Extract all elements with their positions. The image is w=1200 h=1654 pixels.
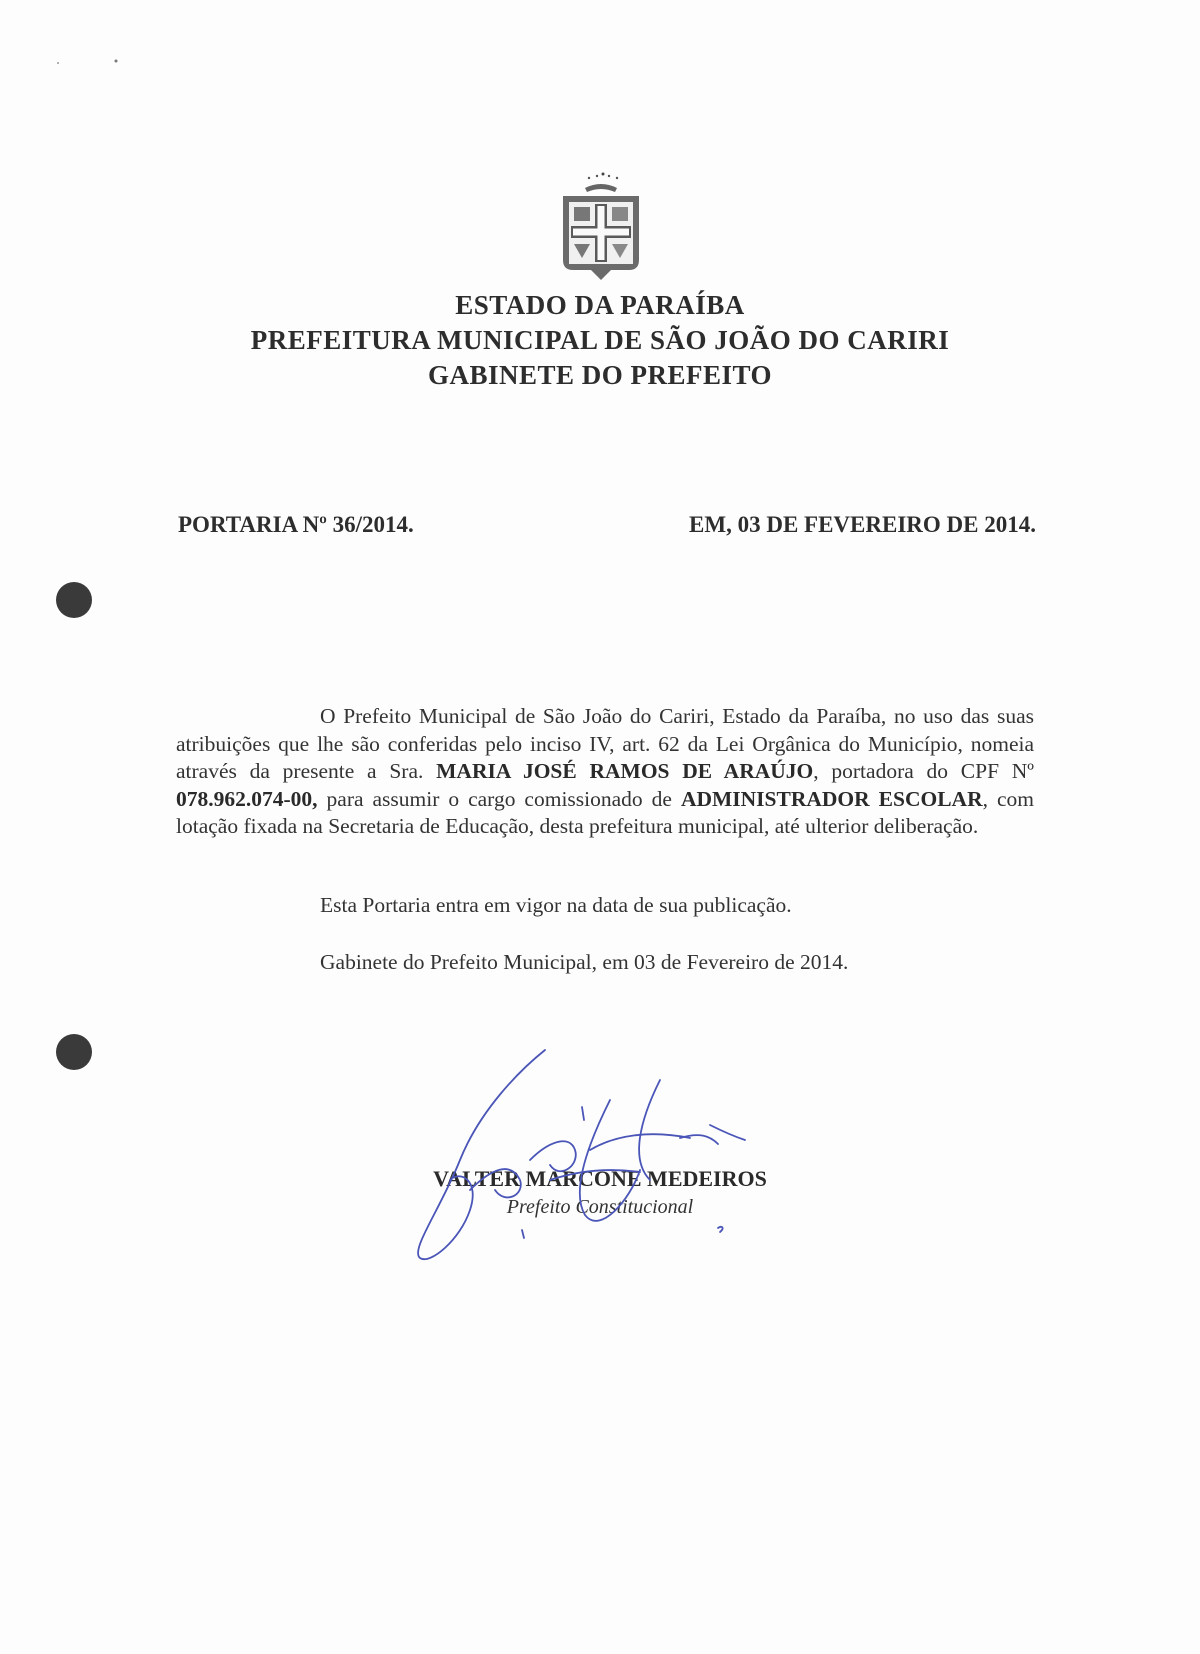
cpf-number: 078.962.074-00, (176, 786, 318, 811)
header-gabinete: GABINETE DO PREFEITO (427, 360, 773, 390)
position-title: ADMINISTRADOR ESCOLAR (680, 786, 983, 811)
body-part-4: , com lotação fixada na Secretaria de Educação, desta prefeitura municipal, até ulterior deliberação. (176, 786, 1034, 838)
portaria-date: EM, 03 DE FEVEREIRO DE 2014. (689, 512, 1036, 537)
portaria-number: PORTARIA Nº 36/2014. (178, 512, 414, 537)
main-paragraph (176, 703, 1034, 841)
header-state: ESTADO DA PARAÍBA (455, 290, 745, 320)
signatory-title: Prefeito Constitucional (506, 1196, 694, 1218)
punch-hole-top (56, 582, 92, 618)
body-part-1: O Prefeito Municipal de São João do Cariri, Estado da Paraíba, no uso das suas atribuições que lhe são conferidas pelo inciso IV, art. 62 da Lei Orgânica do Município, nomeia através da presente a Sra. (176, 704, 1034, 783)
letterhead (0, 288, 1200, 393)
scan-specks (50, 55, 140, 75)
vigor-paragraph: Esta Portaria entra em vigor na data de sua publicação. (320, 893, 792, 917)
handwritten-signature (400, 1040, 800, 1270)
body-part-2: , portadora do CPF Nº (813, 759, 1034, 783)
appointee-name: MARIA JOSÉ RAMOS DE ARAÚJO (436, 759, 814, 783)
signatory-name: VALTER MARCONE MEDEIROS (433, 1166, 767, 1191)
punch-hole-bottom (56, 1034, 92, 1070)
closing-paragraph: Gabinete do Prefeito Municipal, em 03 de Fevereiro de 2014. (320, 950, 849, 974)
header-prefeitura: PREFEITURA MUNICIPAL DE SÃO JOÃO DO CARIRI (250, 325, 950, 355)
coat-of-arms-icon (555, 170, 647, 282)
body-part-3: para assumir o cargo comissionado de (317, 786, 681, 811)
